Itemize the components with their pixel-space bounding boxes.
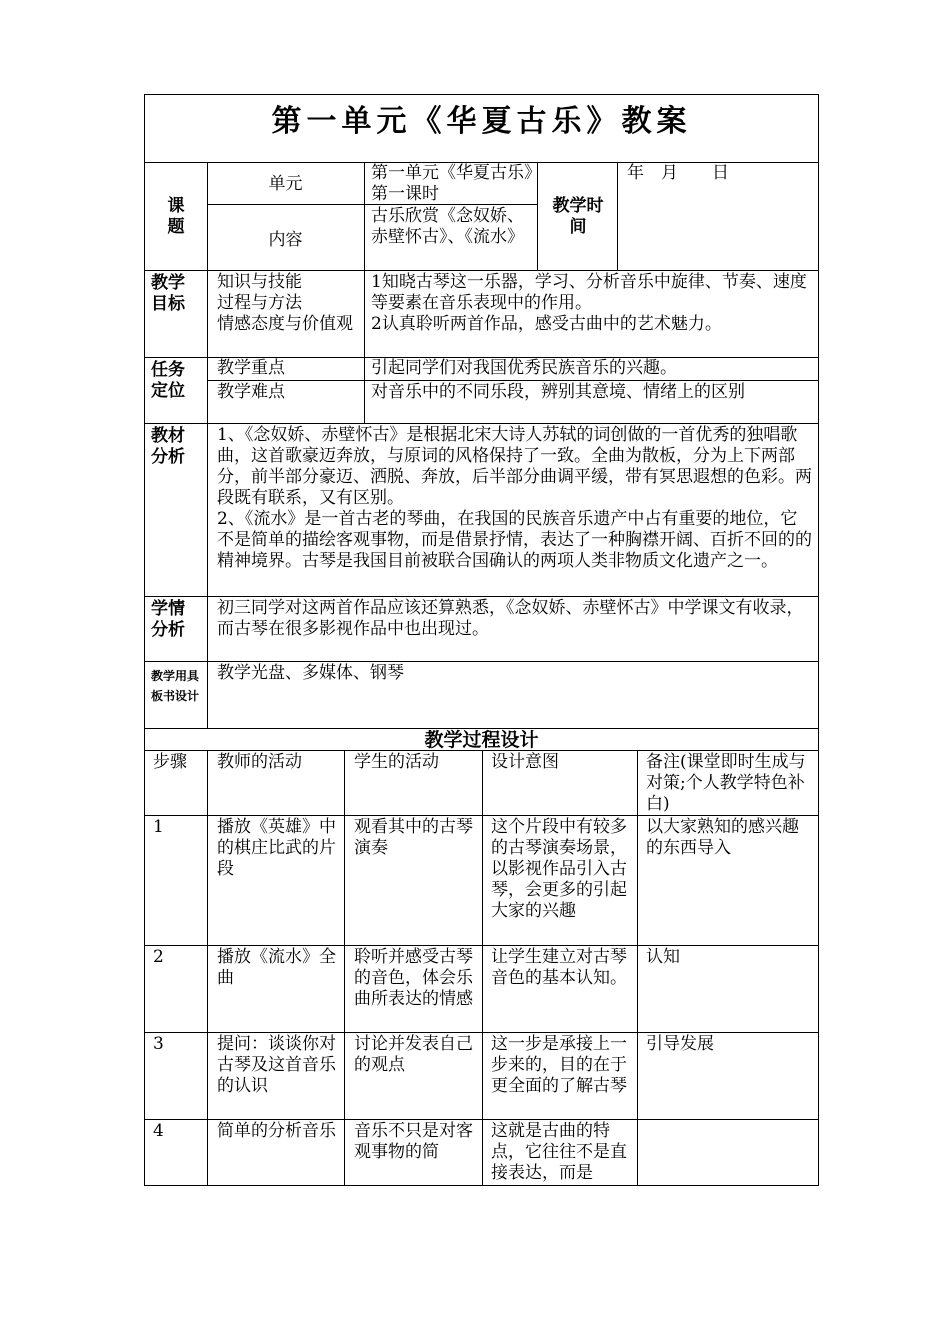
- table-row-intent: 让学生建立对古琴音色的基本认知。: [491, 947, 627, 988]
- table-row-notes: 认知: [646, 947, 680, 967]
- table-row-step: 1: [153, 817, 164, 837]
- col-divider: [207, 750, 208, 1186]
- table-border: [144, 94, 145, 1186]
- table-row-intent: 这一步是承接上一步来的，目的在于更全面的了解古琴: [491, 1034, 627, 1096]
- topic-label: 课题: [167, 196, 185, 237]
- teaching-time-value: 年 月 日: [627, 163, 729, 183]
- key-point-label: 教学重点: [217, 358, 285, 378]
- table-row-step: 4: [153, 1121, 164, 1141]
- unit-label: 单元: [268, 174, 303, 194]
- tools-label: 教学用具板书设计: [151, 669, 200, 703]
- header-notes: 备注(课堂即时生成与对策;个人教学特色补白): [646, 752, 806, 814]
- row-divider: [144, 423, 819, 424]
- col-divider: [364, 162, 365, 423]
- unit-value: 第一单元《华夏古乐》第一课时: [371, 163, 533, 204]
- header-step: 步骤: [153, 752, 187, 772]
- learner-label: 学情分析: [151, 599, 185, 640]
- tools-text: 教学光盘、多媒体、钢琴: [217, 663, 404, 683]
- table-border: [144, 94, 819, 95]
- table-row-intent: 这个片段中有较多的古琴演奏场景，以影视作品引入古琴，会更多的引起大家的兴趣: [491, 817, 627, 921]
- row-divider: [144, 596, 819, 597]
- page-title: 第一单元《华夏古乐》教案: [271, 104, 692, 139]
- teaching-time-label: 教学时间: [552, 196, 604, 237]
- goals-text: 1知晓古琴这一乐器，学习、分析音乐中旋律、节奏、速度等要素在音乐表现中的作用。 2认真聆听两首作品，感受古曲中的艺术魅力。: [371, 272, 807, 334]
- col-divider: [637, 750, 638, 1186]
- material-label: 教材分析: [151, 426, 185, 467]
- row-divider: [207, 380, 819, 381]
- content-label: 内容: [268, 230, 303, 250]
- table-row-student: 聆听并感受古琴的音色，体会乐曲所表达的情感: [354, 947, 473, 1009]
- goals-label: 教学目标: [151, 273, 185, 314]
- process-title: 教学过程设计: [424, 729, 539, 751]
- col-divider: [482, 750, 483, 1186]
- task-label: 任务定位: [151, 360, 185, 401]
- difficulty-label: 教学难点: [217, 382, 285, 402]
- table-row-student: 音乐不只是对客观事物的简: [354, 1121, 473, 1162]
- difficulty-value: 对音乐中的不同乐段，辨别其意境、情绪上的区别: [371, 382, 745, 402]
- table-row-teacher: 播放《英雄》中的棋庄比武的片段: [217, 817, 336, 879]
- table-row-step: 3: [153, 1034, 164, 1054]
- content-value: 古乐欣赏《念奴娇、赤壁怀古》、《流水》: [371, 206, 524, 247]
- goals-dimensions: 知识与技能 过程与方法 情感态度与价值观: [217, 272, 353, 334]
- col-divider: [537, 162, 538, 270]
- table-row-notes: 引导发展: [646, 1034, 714, 1054]
- key-point-value: 引起同学们对我国优秀民族音乐的兴趣。: [371, 358, 677, 378]
- table-row-step: 2: [153, 947, 164, 967]
- table-row-notes: 以大家熟知的感兴趣的东西导入: [646, 817, 799, 858]
- material-text: 1、《念奴娇、赤壁怀古》是根据北宋大诗人苏轼的词创做的一首优秀的独唱歌曲，这首歌豪迈奔放，与原词的风格保持了一致。全曲为散板，分为上下两部分，前半部分豪迈、洒脱、奔放，后半部分曲调平缓，带有冥思遐想的色彩。两段既有联系，又有区别。 2、《流水》是一首古老的琴曲，在我国的民族音乐遗产中占有重要的地位，它不是简单的描绘客观事物，而是借景抒情，表达了一种胸襟开阔、百折不回的的精神境界。古琴是我国目前被联合国确认的两项人类非物质文化遗产之一。: [217, 425, 812, 571]
- header-teacher: 教师的活动: [217, 752, 302, 772]
- col-divider: [344, 750, 345, 1186]
- table-row-student: 讨论并发表自己的观点: [354, 1034, 473, 1075]
- learner-text: 初三同学对这两首作品应该还算熟悉，《念奴娇、赤壁怀古》中学课文有收录，而古琴在很多影视作品中也出现过。: [217, 598, 804, 639]
- row-divider: [144, 661, 819, 662]
- table-row-teacher: 播放《流水》全曲: [217, 947, 336, 988]
- row-divider: [144, 270, 819, 271]
- table-row-intent: 这就是古曲的特点，它往往不是直接表达，而是: [491, 1121, 627, 1183]
- table-border: [818, 94, 819, 1186]
- table-row-student: 观看其中的古琴演奏: [354, 817, 473, 858]
- col-divider: [617, 162, 618, 270]
- table-row-teacher: 提问：谈谈你对古琴及这首音乐的认识: [217, 1034, 336, 1096]
- header-intent: 设计意图: [491, 752, 559, 772]
- table-row-teacher: 简单的分析音乐: [217, 1121, 336, 1141]
- header-student: 学生的活动: [354, 752, 439, 772]
